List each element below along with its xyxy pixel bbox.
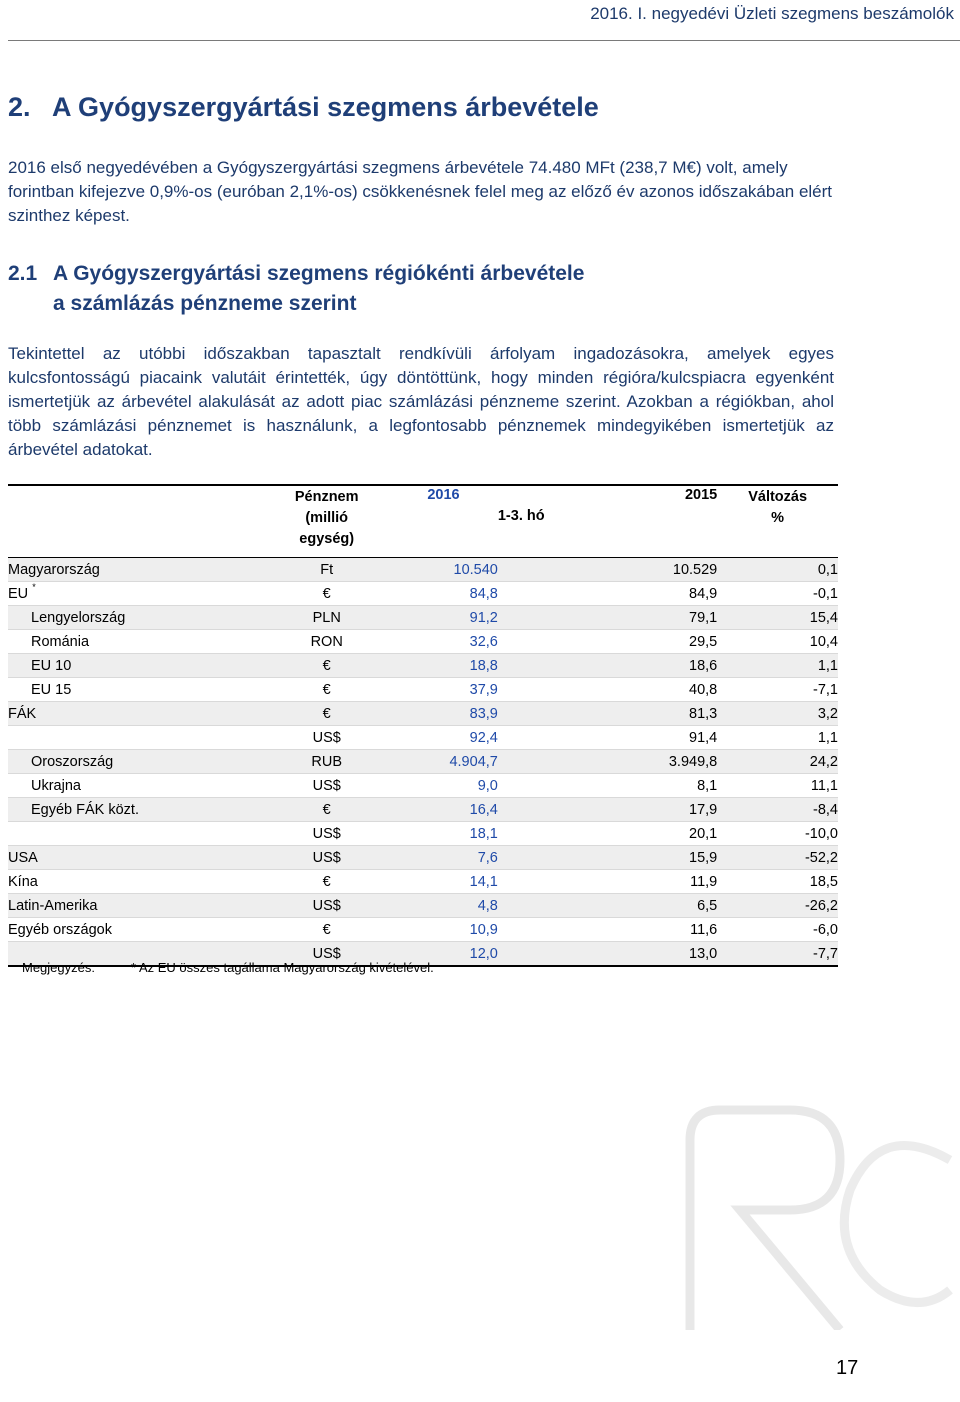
- region-name: Románia: [8, 630, 264, 654]
- change-percent: -10,0: [717, 822, 838, 846]
- change-percent: 1,1: [717, 726, 838, 750]
- subsection-heading: [8, 259, 584, 319]
- value-2016: 14,1: [389, 870, 498, 894]
- change-percent: 0,1: [717, 558, 838, 582]
- spacer: [498, 942, 590, 967]
- region-name: FÁK: [8, 702, 264, 726]
- value-2015: 40,8: [589, 678, 717, 702]
- table-row: [8, 630, 838, 654]
- change-percent: 3,2: [717, 702, 838, 726]
- value-2016: 10.540: [389, 558, 498, 582]
- company-logo-watermark-icon: [650, 1100, 960, 1330]
- currency: RUB: [264, 750, 389, 774]
- region-name: [8, 822, 264, 846]
- currency: US$: [264, 894, 389, 918]
- currency: US$: [264, 726, 389, 750]
- value-2016: 12,0: [389, 942, 498, 967]
- spacer: [498, 822, 590, 846]
- table-row: [8, 822, 838, 846]
- change-percent: 24,2: [717, 750, 838, 774]
- region-name: Oroszország: [8, 750, 264, 774]
- table-row: [8, 702, 838, 726]
- spacer: [498, 870, 590, 894]
- section-heading: [8, 92, 599, 123]
- page-header-title: 2016. I. negyedévi Üzleti szegmens beszámolók: [590, 4, 954, 23]
- value-2015: 29,5: [589, 630, 717, 654]
- value-2015: 13,0: [589, 942, 717, 967]
- header-currency: Pénznem (millió egység): [264, 485, 389, 550]
- currency: €: [264, 918, 389, 942]
- currency: Ft: [264, 558, 389, 582]
- region-name: Egyéb országok: [8, 918, 264, 942]
- section-title: A Gyógyszergyártási szegmens árbevétele: [52, 92, 599, 122]
- table-row: [8, 558, 838, 582]
- change-percent: -8,4: [717, 798, 838, 822]
- value-2016: 84,8: [389, 582, 498, 606]
- subsection-title-line1: A Gyógyszergyártási szegmens régiókénti árbevétele: [53, 262, 585, 285]
- value-2015: 11,6: [589, 918, 717, 942]
- value-2015: 8,1: [589, 774, 717, 798]
- region-name: Ukrajna: [8, 774, 264, 798]
- value-2016: 18,1: [389, 822, 498, 846]
- region-name: Magyarország: [8, 558, 264, 582]
- spacer: [498, 558, 590, 582]
- region-name: EU 10: [8, 654, 264, 678]
- value-2015: 18,6: [589, 654, 717, 678]
- subsection-paragraph: Tekintettel az utóbbi időszakban tapasztalt rendkívüli árfolyam ingadozásokra, amelyek egyes kulcsfontosságú piacaink valutáit érintették, úgy döntöttünk, hogy minden régióra/kulcspiacra egyenként ismertetjük az árbevétel alakulását az adott piac számlázási pénzneme szerint. Azokban a régiókban, ahol több számlázási pénznemet is használunk, a legfontosabb pénznemek mindegyikében ismertetjük az árbevétel adatokat.: [8, 344, 834, 459]
- value-2016: 92,4: [389, 726, 498, 750]
- value-2015: 84,9: [589, 582, 717, 606]
- value-2015: 17,9: [589, 798, 717, 822]
- spacer: [498, 726, 590, 750]
- table-row: [8, 918, 838, 942]
- page-number: 17: [836, 1357, 859, 1379]
- value-2015: 3.949,8: [589, 750, 717, 774]
- revenue-by-region-table: [8, 484, 838, 967]
- value-2015: 20,1: [589, 822, 717, 846]
- section-intro-paragraph: 2016 első negyedévében a Gyógyszergyártási szegmens árbevétele 74.480 MFt (238,7 M€) volt, amely forintban kifejezve 0,9%-os (euróban 2,1%-os) csökkenésnek felel meg az előző év azonos időszakában elért szinthez képest.: [8, 158, 833, 225]
- spacer: [498, 774, 590, 798]
- table-row: [8, 774, 838, 798]
- value-2016: 4,8: [389, 894, 498, 918]
- spacer: [498, 630, 590, 654]
- currency: €: [264, 654, 389, 678]
- value-2016: 9,0: [389, 774, 498, 798]
- change-percent: 15,4: [717, 606, 838, 630]
- region-name: EU 15: [8, 678, 264, 702]
- table-row: [8, 894, 838, 918]
- table-row: [8, 846, 838, 870]
- currency: US$: [264, 822, 389, 846]
- spacer: [498, 894, 590, 918]
- currency: €: [264, 798, 389, 822]
- spacer: [498, 654, 590, 678]
- header-divider: [8, 40, 960, 41]
- change-percent: 18,5: [717, 870, 838, 894]
- change-percent: -0,1: [717, 582, 838, 606]
- region-name: USA: [8, 846, 264, 870]
- value-2016: 7,6: [389, 846, 498, 870]
- table-row: [8, 750, 838, 774]
- value-2015: 81,3: [589, 702, 717, 726]
- spacer: [498, 798, 590, 822]
- value-2015: 6,5: [589, 894, 717, 918]
- region-name: EU *: [8, 582, 264, 606]
- currency: US$: [264, 774, 389, 798]
- header-period: 1-3. hó: [498, 485, 590, 550]
- value-2015: 11,9: [589, 870, 717, 894]
- header-2015: 2015: [589, 485, 717, 550]
- value-2015: 10.529: [589, 558, 717, 582]
- value-2015: 15,9: [589, 846, 717, 870]
- note-text: * Az EU összes tagállama Magyarország kivételével.: [131, 960, 434, 975]
- change-percent: 1,1: [717, 654, 838, 678]
- currency: €: [264, 678, 389, 702]
- change-percent: -7,7: [717, 942, 838, 967]
- value-2016: 16,4: [389, 798, 498, 822]
- region-name: Lengyelország: [8, 606, 264, 630]
- region-name: Kína: [8, 870, 264, 894]
- value-2016: 10,9: [389, 918, 498, 942]
- value-2015: 91,4: [589, 726, 717, 750]
- currency: €: [264, 870, 389, 894]
- header-change: Változás %: [717, 485, 838, 550]
- table-row: [8, 870, 838, 894]
- value-2016: 91,2: [389, 606, 498, 630]
- table-row: [8, 726, 838, 750]
- table-header-row: [8, 485, 838, 550]
- table-row: [8, 606, 838, 630]
- currency: €: [264, 582, 389, 606]
- currency: €: [264, 702, 389, 726]
- change-percent: -6,0: [717, 918, 838, 942]
- change-percent: 10,4: [717, 630, 838, 654]
- value-2016: 32,6: [389, 630, 498, 654]
- change-percent: -26,2: [717, 894, 838, 918]
- spacer: [498, 918, 590, 942]
- value-2016: 83,9: [389, 702, 498, 726]
- currency: PLN: [264, 606, 389, 630]
- currency: RON: [264, 630, 389, 654]
- value-2016: 18,8: [389, 654, 498, 678]
- value-2016: 37,9: [389, 678, 498, 702]
- value-2015: 79,1: [589, 606, 717, 630]
- spacer: [498, 702, 590, 726]
- spacer: [498, 846, 590, 870]
- spacer: [498, 678, 590, 702]
- region-name: [8, 726, 264, 750]
- table-row: [8, 678, 838, 702]
- note-label: Megjegyzés:: [22, 960, 95, 975]
- spacer: [498, 606, 590, 630]
- table-row: [8, 798, 838, 822]
- value-2016: 4.904,7: [389, 750, 498, 774]
- currency: US$: [264, 942, 389, 967]
- spacer: [498, 750, 590, 774]
- table-header-spacer: [8, 550, 838, 558]
- change-percent: 11,1: [717, 774, 838, 798]
- spacer: [498, 582, 590, 606]
- currency: US$: [264, 846, 389, 870]
- region-name: Egyéb FÁK közt.: [8, 798, 264, 822]
- header-2016: 2016: [389, 485, 498, 550]
- section-number: 2.: [8, 92, 31, 122]
- change-percent: -7,1: [717, 678, 838, 702]
- table-row: [8, 654, 838, 678]
- subsection-number: 2.1: [8, 262, 38, 285]
- region-name: Latin-Amerika: [8, 894, 264, 918]
- table-row: [8, 582, 838, 606]
- subsection-title-line2: a számlázás pénzneme szerint: [53, 292, 357, 315]
- change-percent: -52,2: [717, 846, 838, 870]
- footnote-marker: *: [32, 581, 36, 592]
